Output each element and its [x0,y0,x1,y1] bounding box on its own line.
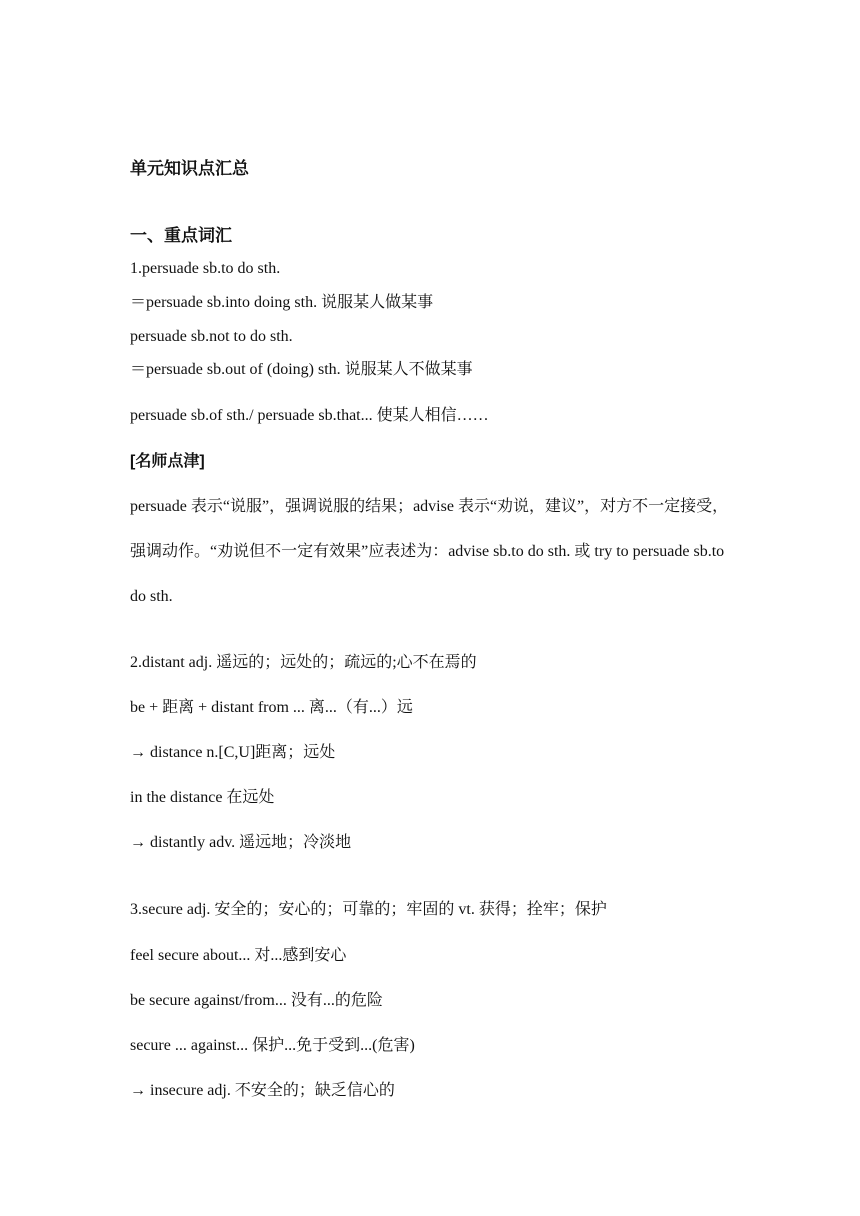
entry-distant-line-1: 2.distant adj. 遥远的；远处的；疏远的;心不在焉的 [130,654,477,671]
document-title: 单元知识点汇总 [130,159,249,178]
entry-persuade-line-1: 1.persuade sb.to do sth. [130,260,281,277]
entry-distant-line-5: → distantly adv. 遥远地；冷淡地 [130,834,352,851]
entry-secure-line-2: feel secure about... 对...感到安心 [130,947,347,964]
teacher-tip-heading: [名师点津] [130,453,205,470]
entry-persuade-line-5: persuade sb.of sth./ persuade sb.that... 使某人相信…… [130,407,489,424]
entry-persuade-line-2: ＝persuade sb.into doing sth. 说服某人做某事 [130,294,434,311]
entry-distant-line-4: in the distance 在远处 [130,789,275,806]
section-heading-key-vocabulary: 一、重点词汇 [130,226,232,245]
entry-persuade-line-4: ＝persuade sb.out of (doing) sth. 说服某人不做某事 [130,361,473,378]
entry-distant-line-2: be + 距离 + distant from ... 离...（有...）远 [130,699,413,716]
entry-secure-line-3: be secure against/from... 没有...的危险 [130,992,383,1009]
entry-secure-line-1: 3.secure adj. 安全的；安心的；可靠的；牢固的 vt. 获得；拴牢；保护 [130,901,607,918]
entry-distant-line-3: → distance n.[C,U]距离；远处 [130,744,336,761]
entry-secure-line-5: → insecure adj. 不安全的；缺乏信心的 [130,1082,395,1099]
entry-secure-line-4: secure ... against... 保护...免于受到...(危害) [130,1037,415,1054]
entry-persuade-line-3: persuade sb.not to do sth. [130,328,293,345]
teacher-tip-paragraph: persuade 表示“说服”，强调说服的结果；advise 表示“劝说，建议”，对方不一定接受，强调动作。“劝说但不一定有效果”应表述为：advise sb.to do sth. 或 try to persuade sb.to do sth. [130,498,729,605]
